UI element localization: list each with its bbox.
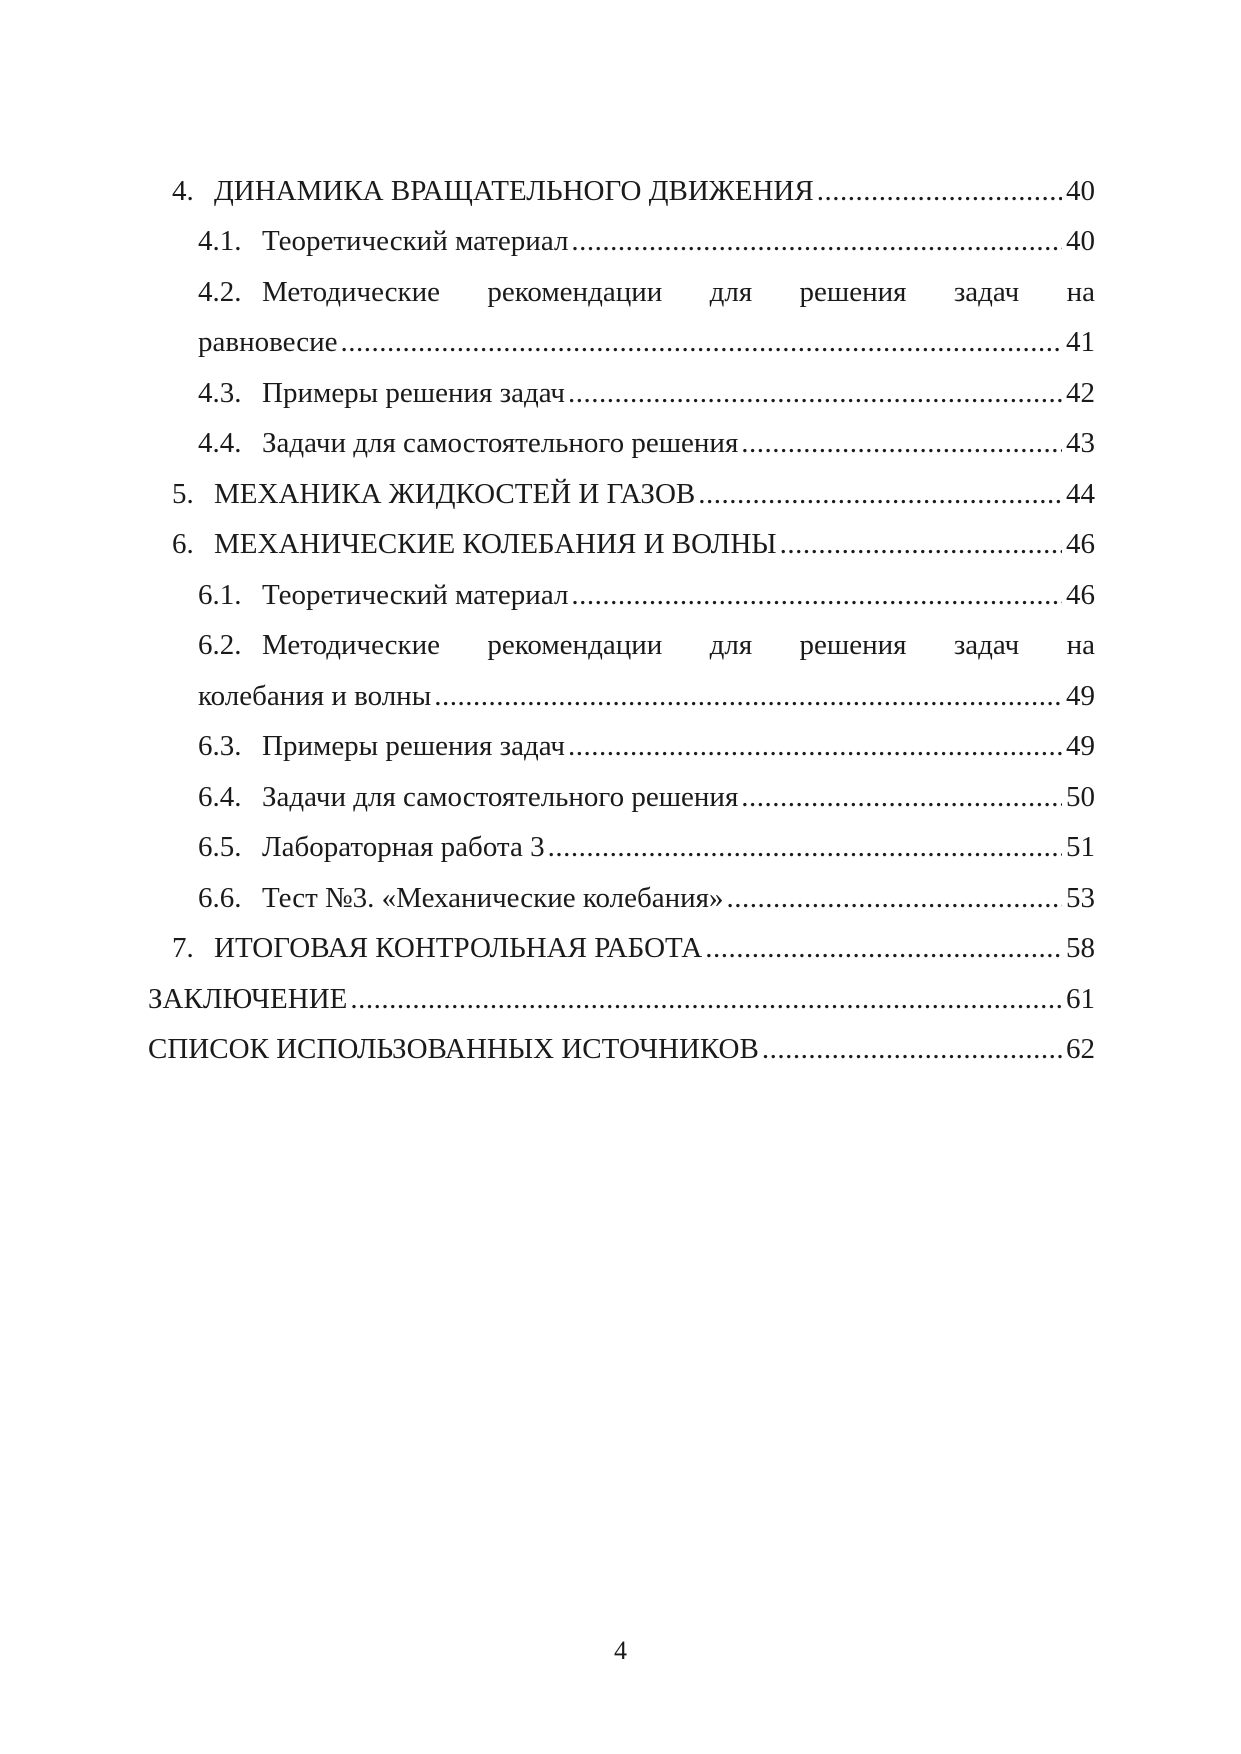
toc-entry-title xyxy=(262,276,1095,309)
toc-entry-page: 58 xyxy=(1066,932,1095,965)
toc-entry-page: 49 xyxy=(1066,730,1095,763)
toc-entry-number: 4.2. xyxy=(198,275,242,308)
toc-entry-title: Примеры решения задач xyxy=(262,376,565,409)
toc-entry-chapter-7[interactable] xyxy=(148,924,1095,975)
dot-leader xyxy=(741,781,1062,814)
page-number: 4 xyxy=(614,1636,627,1665)
toc-entry-title: ЗАКЛЮЧЕНИЕ xyxy=(148,982,348,1015)
title-word: задач xyxy=(953,629,1020,662)
toc-entry-section-4-1[interactable] xyxy=(148,217,1095,268)
dot-leader xyxy=(817,175,1062,208)
toc-entry-number: 4. xyxy=(172,174,194,207)
toc-entry-title: Задачи для самостоятельного решения xyxy=(262,427,739,460)
toc-entry-page: 40 xyxy=(1066,225,1095,258)
toc-entry-page: 50 xyxy=(1066,780,1095,813)
toc-entry-number: 4.1. xyxy=(198,225,242,258)
toc-entry-number: 6.5. xyxy=(198,831,242,864)
toc-entry-page: 40 xyxy=(1066,174,1095,207)
toc-entry-number: 5. xyxy=(172,477,194,510)
toc-entry-section-6-2[interactable] xyxy=(148,621,1095,672)
table-of-contents xyxy=(148,166,1095,1075)
title-word: решения xyxy=(799,275,907,308)
dot-leader xyxy=(698,478,1062,511)
toc-entry-page: 44 xyxy=(1066,477,1095,510)
dot-leader xyxy=(434,680,1062,713)
toc-entry-title xyxy=(262,629,1095,662)
toc-entry-references[interactable] xyxy=(148,1025,1095,1076)
toc-entry-title: СПИСОК ИСПОЛЬЗОВАННЫХ ИСТОЧНИКОВ xyxy=(148,1033,759,1066)
title-word: задач xyxy=(953,275,1020,308)
toc-entry-page: 42 xyxy=(1066,376,1095,409)
toc-entry-page: 51 xyxy=(1066,831,1095,864)
toc-entry-number: 6.1. xyxy=(198,578,242,611)
toc-entry-page: 62 xyxy=(1066,1033,1095,1066)
toc-entry-page: 61 xyxy=(1066,982,1095,1015)
dot-leader xyxy=(568,730,1062,763)
toc-entry-title: Теоретический материал xyxy=(262,225,569,258)
toc-entry-conclusion[interactable] xyxy=(148,974,1095,1025)
toc-entry-section-6-6[interactable] xyxy=(148,873,1095,924)
title-word: для xyxy=(709,629,753,662)
toc-entry-title: МЕХАНИЧЕСКИЕ КОЛЕБАНИЯ И ВОЛНЫ xyxy=(214,528,777,561)
toc-entry-title: Задачи для самостоятельного решения xyxy=(262,780,739,813)
toc-entry-section-6-5[interactable] xyxy=(148,823,1095,874)
toc-entry-page: 43 xyxy=(1066,427,1095,460)
title-word: на xyxy=(1066,629,1095,662)
title-word: рекомендации xyxy=(487,629,663,662)
title-word: Методические xyxy=(262,629,441,662)
title-word: на xyxy=(1066,275,1095,308)
toc-entry-title: МЕХАНИКА ЖИДКОСТЕЙ И ГАЗОВ xyxy=(214,477,696,510)
toc-entry-title: ДИНАМИКА ВРАЩАТЕЛЬНОГО ДВИЖЕНИЯ xyxy=(214,174,814,207)
toc-entry-number: 6.2. xyxy=(198,629,242,662)
toc-entry-chapter-6[interactable] xyxy=(148,520,1095,571)
toc-entry-chapter-5[interactable] xyxy=(148,469,1095,520)
title-word: для xyxy=(709,275,753,308)
toc-entry-chapter-4[interactable] xyxy=(148,166,1095,217)
dot-leader xyxy=(548,831,1062,864)
dot-leader xyxy=(571,225,1062,258)
dot-leader xyxy=(568,377,1062,410)
toc-entry-page: 53 xyxy=(1066,881,1095,914)
toc-entry-number: 6.3. xyxy=(198,730,242,763)
toc-entry-section-4-2-continuation[interactable] xyxy=(148,318,1095,369)
title-word: Методические xyxy=(262,275,441,308)
title-word: рекомендации xyxy=(487,275,663,308)
toc-entry-section-6-3[interactable] xyxy=(148,722,1095,773)
title-word: решения xyxy=(799,629,907,662)
dot-leader xyxy=(726,882,1062,915)
dot-leader xyxy=(780,528,1062,561)
dot-leader xyxy=(705,932,1062,965)
dot-leader xyxy=(762,1033,1062,1066)
toc-entry-number: 6.4. xyxy=(198,780,242,813)
toc-entry-section-6-1[interactable] xyxy=(148,570,1095,621)
toc-entry-page: 49 xyxy=(1066,679,1095,712)
toc-entry-page: 46 xyxy=(1066,528,1095,561)
toc-entry-number: 6. xyxy=(172,528,194,561)
dot-leader xyxy=(741,427,1062,460)
dot-leader xyxy=(350,983,1062,1016)
toc-entry-section-4-3[interactable] xyxy=(148,368,1095,419)
toc-entry-number: 7. xyxy=(172,932,194,965)
toc-entry-title-continuation: колебания и волны xyxy=(198,679,432,712)
toc-entry-number: 4.4. xyxy=(198,427,242,460)
toc-entry-page: 46 xyxy=(1066,578,1095,611)
toc-entry-number: 6.6. xyxy=(198,881,242,914)
toc-entry-title: ИТОГОВАЯ КОНТРОЛЬНАЯ РАБОТА xyxy=(214,932,703,965)
toc-entry-section-4-4[interactable] xyxy=(148,419,1095,470)
toc-entry-section-6-4[interactable] xyxy=(148,772,1095,823)
toc-entry-number: 4.3. xyxy=(198,376,242,409)
toc-entry-title: Примеры решения задач xyxy=(262,730,565,763)
toc-entry-title: Лабораторная работа 3 xyxy=(262,831,545,864)
toc-entry-title: Тест №3. «Механические колебания» xyxy=(262,881,724,914)
toc-entry-section-4-2[interactable] xyxy=(148,267,1095,318)
toc-entry-title: Теоретический материал xyxy=(262,578,569,611)
toc-entry-title-continuation: равновесие xyxy=(198,326,338,359)
toc-entry-section-6-2-continuation[interactable] xyxy=(148,671,1095,722)
dot-leader xyxy=(571,579,1062,612)
dot-leader xyxy=(340,326,1062,359)
toc-entry-page: 41 xyxy=(1066,326,1095,359)
